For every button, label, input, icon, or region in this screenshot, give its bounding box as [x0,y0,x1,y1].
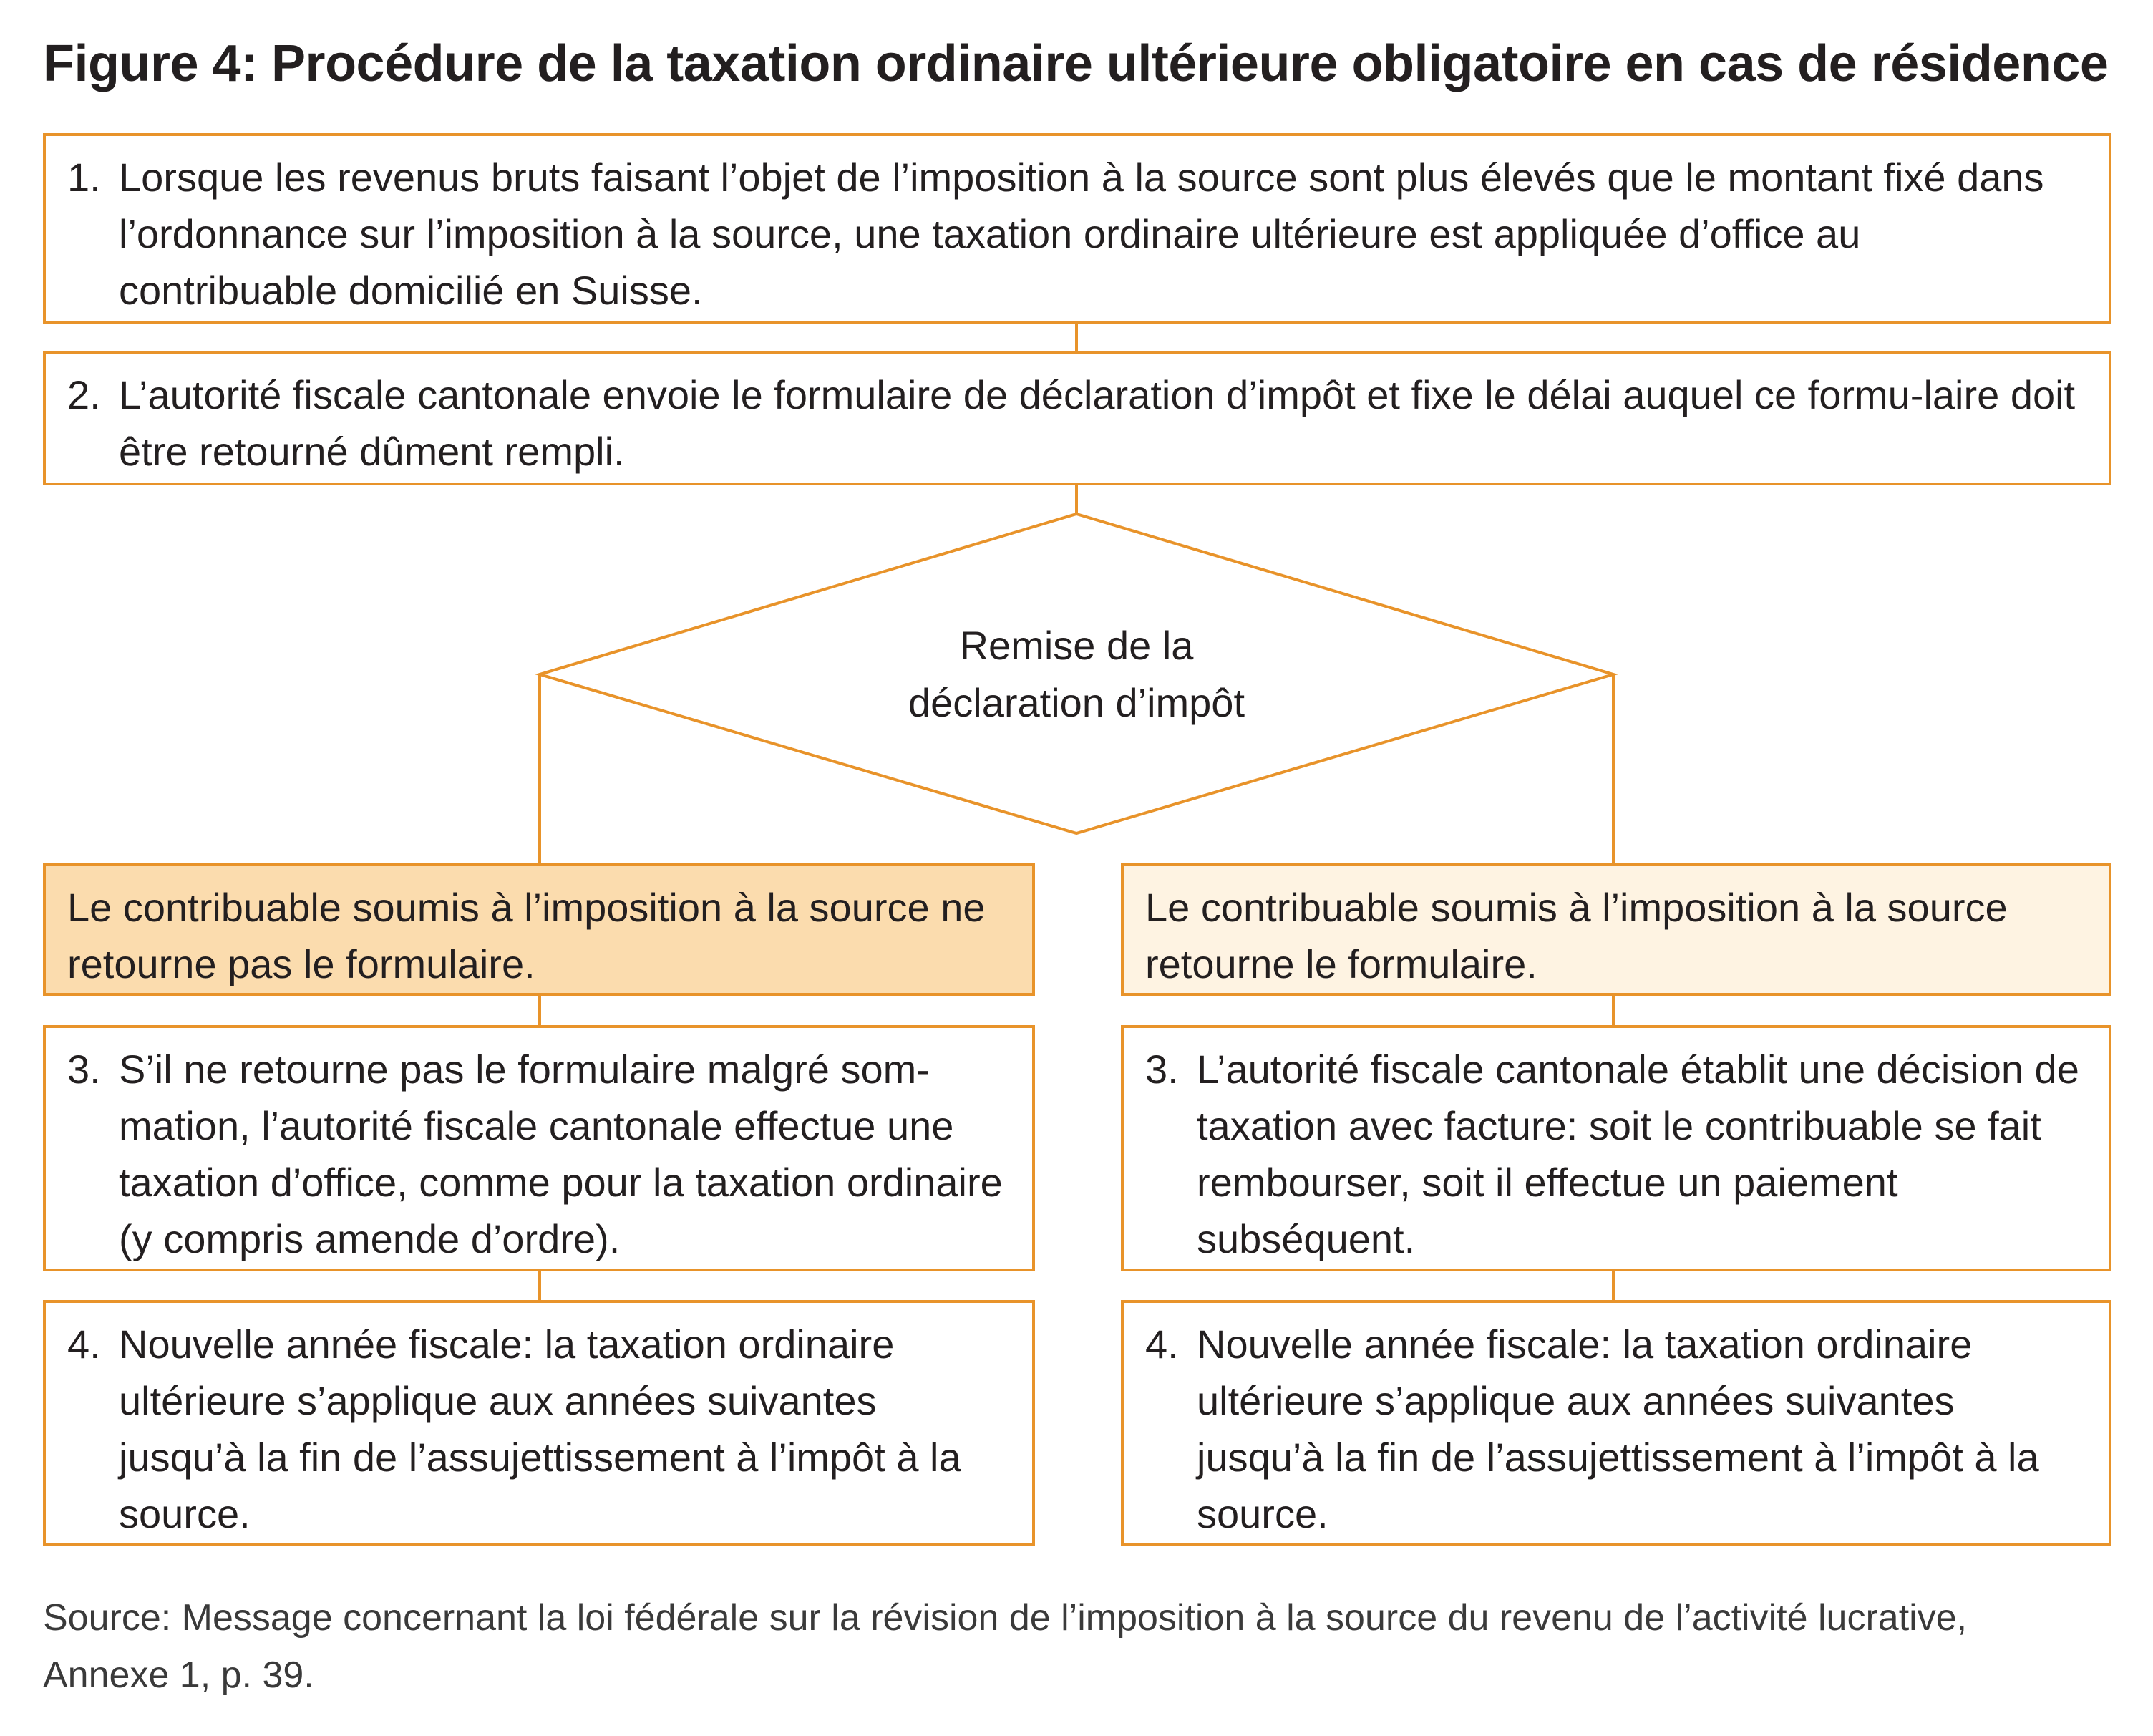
decision-label-line2: déclaration d’impôt [908,680,1245,725]
step2-box [43,351,2111,485]
right-condition-text: Le contribuable soumis à l’imposition à la source retourne le formulaire. [1145,885,2008,986]
step1-box [43,133,2111,324]
source-line1: Source: Message concernant la loi fédérale sur la révision de l’imposition à la source du revenu de l’activité lucrative, [43,1597,1968,1639]
right-condition-box [1121,863,2111,996]
decision-label-line1: Remise de la [959,623,1194,668]
right-step3-number: 3. [1145,1047,1179,1092]
right-step4-text: Nouvelle année fiscale: la taxation ordinaire ultérieure s’applique aux années suivantes jusqu’à la fin de l’assujettissement à l’impôt à la source. [1197,1322,2039,1536]
left-step4-text: Nouvelle année fiscale: la taxation ordinaire ultérieure s’applique aux années suivantes jusqu’à la fin de l’assujettissement à l’impôt à la source. [119,1322,961,1536]
left-step4-box [43,1300,1035,1546]
left-condition-box [43,863,1035,996]
left-step4-number: 4. [67,1322,101,1367]
left-condition-text: Le contribuable soumis à l’imposition à la source ne retourne pas le formulaire. [67,885,986,986]
right-step4-number: 4. [1145,1322,1179,1367]
step2-number: 2. [67,372,101,417]
step1-number: 1. [67,155,101,200]
figure-title: Figure 4: Procédure de la taxation ordinaire ultérieure obligatoire en cas de résidence [43,35,2109,92]
source-note [43,1589,2119,1704]
decision-label [859,617,1294,732]
left-step3-number: 3. [67,1047,101,1092]
step2-text: L’autorité fiscale cantonale envoie le formulaire de déclaration d’impôt et fixe le délai auquel ce formu-laire doit être retourné dûment rempli. [119,372,2076,474]
right-step3-box [1121,1025,2111,1271]
left-step3-text: S’il ne retourne pas le formulaire malgré som-mation, l’autorité fiscale cantonale effectue une taxation d’office, comme pour la taxation ordinaire (y compris amende d’ordre). [119,1047,1003,1261]
right-step4-box [1121,1300,2111,1546]
source-line2: Annexe 1, p. 39. [43,1654,314,1696]
left-step3-box [43,1025,1035,1271]
right-step3-text: L’autorité fiscale cantonale établit une décision de taxation avec facture: soit le contribuable se fait rembourser, soit il effectue un paiement subséquent. [1197,1047,2079,1261]
step1-text: Lorsque les revenus bruts faisant l’objet de l’imposition à la source sont plus élevés que le montant fixé dans l’ordonnance sur l’imposition à la source, une taxation ordinaire ultérieure est appliquée d’office au contribuable domicilié en Suisse. [119,155,2044,313]
